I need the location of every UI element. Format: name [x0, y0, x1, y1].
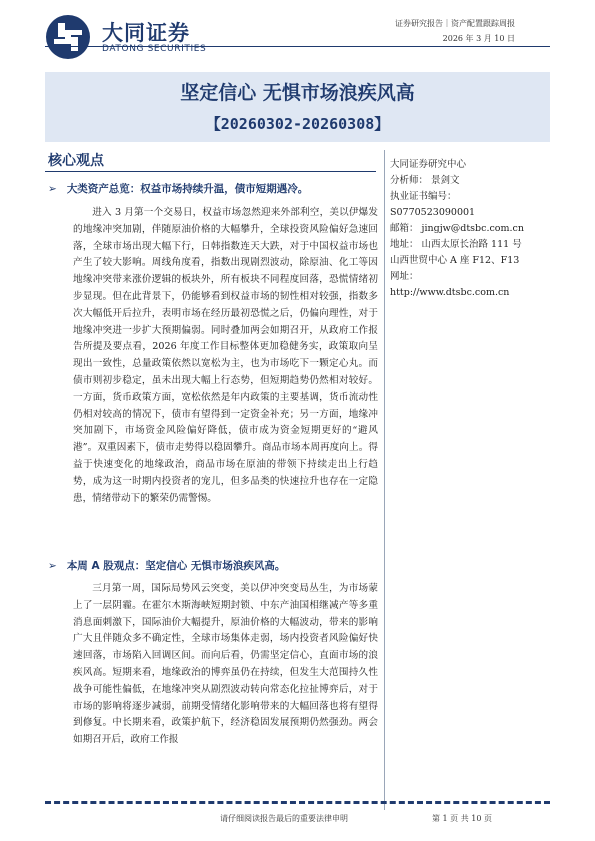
section-title: 核心观点: [48, 153, 104, 169]
report-date-range: 【20260302-20260308】: [205, 115, 390, 133]
brand-name: 大同证券: [102, 21, 190, 45]
email-line[interactable]: 邮箱： jingjw@dtsbc.com.cn: [390, 223, 524, 234]
website-label: 网址：: [390, 271, 419, 282]
website-link[interactable]: http://www.dtsbc.com.cn: [390, 287, 510, 298]
bullet-heading-asset-overview: [48, 181, 308, 196]
header-rule: [45, 46, 550, 47]
analyst-sidebar: [390, 157, 558, 301]
column-divider: [384, 150, 385, 810]
arrow-bullet-icon: ➢: [48, 560, 57, 572]
page-number: 第 1 页 共 10 页: [432, 814, 492, 823]
section-rule: [45, 171, 376, 172]
arrow-bullet-icon: ➢: [48, 183, 57, 195]
footer-disclaimer: 请仔细阅读报告最后的重要法律申明: [220, 814, 348, 823]
paragraph-a-share: 三月第一周，国际局势风云突变，美以伊冲突变局丛生，为市场蒙上了一层阴霾。在霍尔木斯海峡短期封锁、中东产油国相继减产等多重消息面刺激下，国际油价大幅提升，原油价格的大幅波动，带来的影响广大且伴随众多不确定性，全球市场集体走弱，场内投资者风险偏好快速回落，市场陷入回调区间。而向后看，仍需坚定信心，直面市场的浪疾风高。短期来看，地缘政治的博弈虽仍在持续，但发生大范围持久性战争可能性偏低，在地缘冲突从剧烈波动转向常态化拉扯博弈后，对于市场的影响将逐步减弱，前期受情绪化影响带来的大幅回落也将有望得到修复。中长期来看，政策护航下，经济稳固发展预期仍然强劲。两会如期召开后，政府工作报: [73, 583, 378, 746]
datong-logo-icon: [44, 13, 92, 61]
research-center: 大同证券研究中心: [390, 159, 467, 170]
report-type: 证券研究报告｜资产配置跟踪周报: [395, 19, 515, 28]
bullet-heading-a-share: [48, 558, 285, 573]
report-date: 2026 年 3 月 10 日: [442, 34, 515, 43]
bullet-heading-text: 大类资产总览：权益市场持续升温，债市短期遇冷。: [66, 183, 309, 195]
analyst-name: 分析师： 景剑文: [390, 175, 460, 186]
address-line-1: 地址： 山西太原长治路 111 号: [390, 239, 522, 250]
footer-rule: [45, 801, 550, 804]
bullet-heading-text: 本周 A 股观点：坚定信心 无惧市场浪疾风高。: [66, 560, 286, 572]
cert-number: S0770523090001: [390, 207, 476, 218]
header-meta: [395, 16, 515, 46]
report-title: 坚定信心 无惧市场浪疾风高: [180, 82, 415, 104]
paragraph-asset-overview: 进入 3 月第一个交易日，权益市场忽然迎来外部利空，美以伊爆发的地缘冲突加剧，伴随原油价格的大幅攀升，全球投资风险偏好急速回落，全球市场出现大幅下行，日韩指数连天大跌，对于中国权益市场也产生了较大影响。周线角度看，指数出现剧烈波动，除原油、化工等因地缘冲突带来涨价逻辑的板块外，所有板块不同程度回落，恐慌情绪初步显现。但在此背景下，仍能够看到权益市场的韧性相对较强，指数多次大幅低开后拉升，表明市场在经历最初恐慌之后，仍偏向理性，对于地缘冲突进一步扩大预期偏弱。同时叠加两会如期召开，从政府工作报告所提及要点看，2026 年度工作目标整体更加稳健务实，政策取向呈现出一致性，总量政策依然以宽松为主，也为市场吃下一颗定心丸。而债市则初步稳定，虽未出现大幅上行态势，但短期趋势仍然相对较好。一方面，货币政策方面，宽松依然是年内政策的主要基调，货币流动性仍相对较高的情况下，债市有望得到一定资金补充；另一方面，地缘冲突加剧下，市场资金风险偏好降低，债市成为资金短期更好的“避风港”。双重因素下，债市走势得以稳固攀升。商品市场本周再度向上。得益于快速变化的地缘政治，商品市场在原油的带领下持续走出上行趋势，成为这一时期内投资者的宠儿，但多品类的快速拉升也存在一定隐患，情绪带动下的繁荣仍需警惕。: [73, 207, 378, 504]
brand-name-en: DATONG SECURITIES: [102, 44, 207, 54]
address-line-2: 山西世贸中心 A 座 F12、F13: [390, 255, 520, 266]
cert-label: 执业证书编号：: [390, 191, 457, 202]
